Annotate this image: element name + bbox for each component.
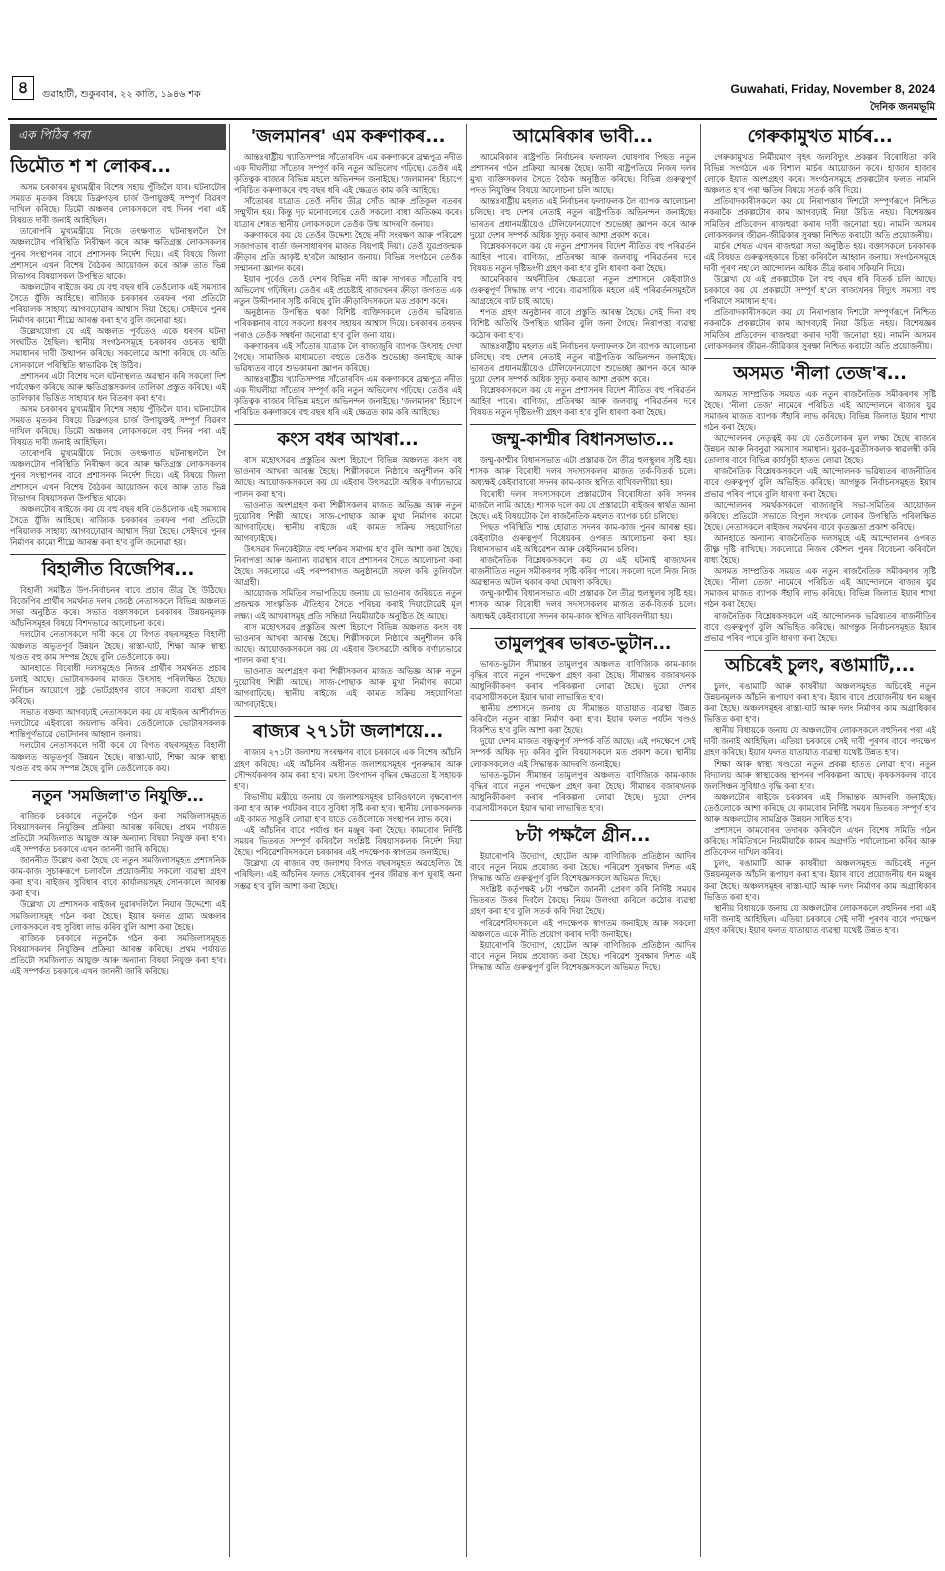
- paragraph: জম্মু-কাশ্মীৰ বিধানসভাত এটা প্ৰস্তাৱক লৈ তীব্ৰ হুলস্থূলৰ সৃষ্টি হয়। শাসক আৰু বিৰোধী দলৰ সদস্যসকলৰ মাজত তৰ্ক-বিতৰ্ক চলে। অধ্যক্ষই কেইবাবাৰো সদনৰ কাম-কাজ স্থগিত ৰাখিবলগীয়া হয়।: [470, 588, 696, 621]
- dateline-english: Guwahati, Friday, November 8, 2024: [730, 82, 935, 96]
- article-body: [704, 152, 936, 352]
- paragraph: ভাওনাত অংশগ্ৰহণ কৰা শিল্পীসকলৰ মাজত অভিজ্ঞ আৰু নতুন দুয়োবিধ শিল্পী আছে। সাজ-পোছাক আৰু মুখা নিৰ্মাণৰ কামো আগবাঢ়িছে। স্থানীয় ৰাইজে এই কামত সক্ৰিয় সহযোগিতা আগবঢ়াইছে।: [234, 499, 462, 543]
- paragraph: অসম চৰকাৰৰ মুখ্যমন্ত্ৰীৰ বিশেষ সহায় পুঁজিলৈ যাব। ঘটনাটোৰ সময়ত মৃতকৰ বিষয়ে ডিব্ৰুগড়ৰ চাৰ্জ উপায়ুক্তই সম্পূৰ্ণ বিৱৰণ দাখিল কৰিছে। ডিমৌ অঞ্চলৰ লোকসকলে বহু দিনৰ পৰা এই বিষয়ত দাবী জনাই আহিছিল।: [10, 403, 226, 448]
- paragraph: সংশ্লিষ্ট কৰ্তৃপক্ষই ৮টা পক্ষলৈ জাননী প্ৰেৰণ কৰি নিৰ্দিষ্ট সময়ৰ ভিতৰত উত্তৰ দিবলৈ কৈছে। নিয়ম উলংঘা কৰিলে কঠোৰ ব্যৱস্থা গ্ৰহণ কৰা হ'ব বুলি সতৰ্ক কৰি দিয়া হৈছে।: [470, 884, 696, 917]
- paragraph: স্থানীয় প্ৰশাসনে জনায় যে সীমান্তত যাতায়াত ব্যৱস্থা উন্নত কৰিবলৈ নতুন ৰাস্তা নিৰ্মাণ কৰা হ'ব। ইয়াৰ ফলত পৰ্যটন খণ্ডও বিকশিত হ'ব বুলি আশা কৰা হৈছে।: [470, 703, 696, 736]
- paragraph: বিশ্লেষকসকলে কয় যে নতুন প্ৰশাসনৰ বিদেশ নীতিত বহু পৰিৱৰ্তন আহিব পাৰে। বাণিজ্য, প্ৰতিৰক্ষা আৰু জলবায়ু পৰিৱৰ্তনৰ দৰে বিষয়ত নতুন দৃষ্টিভংগী গ্ৰহণ কৰা হ'ব বুলি ধাৰণা কৰা হৈছে।: [470, 240, 696, 273]
- story-divider: [10, 780, 226, 781]
- paragraph: মাৰ্চৰ শেষত এখন ৰাজহুৱা সভা অনুষ্ঠিত হয়। বক্তাসকলে চৰকাৰক এই বিষয়ত গুৰুত্বসহকাৰে চিন্তা কৰিবলৈ আহ্বান জনায়। সংগঠনসমূহে দাবী পূৰণ নহ'লে আন্দোলন অধিক তীব্ৰ কৰাৰ সকিয়নি দিয়ে।: [704, 240, 936, 273]
- story-divider: [470, 628, 696, 629]
- article-body: [470, 659, 696, 814]
- paragraph: পৰিৱেশবিদসকলে এই পদক্ষেপক স্বাগতম জনাইছে আৰু সকলো অঞ্চলতে একে নীতি প্ৰয়োগ কৰাৰ দাবী জনাইছে।: [470, 917, 696, 939]
- paragraph: ৰাজনৈতিক বিশ্লেষকসকলে এই আন্দোলনক ভৱিষ্যতৰ ৰাজনীতিৰ বাবে গুৰুত্বপূৰ্ণ বুলি অভিহিত কৰিছে। আগন্তুক নিৰ্বাচনসমূহত ইয়াৰ প্ৰভাৱ পৰিব পাৰে বুলি ধাৰণা কৰা হৈছে।: [704, 466, 936, 499]
- article-body: [10, 811, 226, 977]
- paragraph: প্ৰতিবাদকাৰীসকলে কয় যে নিৰাপত্তাৰ দিশটো সম্পূৰ্ণৰূপে নিশ্চিত নকৰাকৈ প্ৰকল্পটোৰ কাম আগবঢ়াই নিয়া উচিত নহয়। বিশেষজ্ঞৰ সমিতিৰ প্ৰতিবেদন ৰাজহুৱা কৰাৰ দাবী জনোৱা হয়। নামনি অসমৰ লোকসকলৰ জীৱন-জীৱিকাৰ সুৰক্ষা নিশ্চিত কৰাটো অতি প্ৰয়োজনীয়।: [704, 307, 936, 351]
- paragraph: ৰাজ্যৰ ২৭১টা জলাশয় সংৰক্ষণৰ বাবে চৰকাৰে এক বিশেষ আঁচনি গ্ৰহণ কৰিছে। এই আঁচনিৰ অধীনত জলাশয়সমূহৰ পুনৰুদ্ধাৰ আৰু সৌন্দৰ্যকৰণৰ কাম কৰা হ'ব। মৎস্য উৎপাদন বৃদ্ধিৰ ক্ষেত্ৰতো ই সহায়ক হ'ব।: [234, 747, 462, 791]
- paragraph: উল্লেখ্য যে এই প্ৰকল্পটোক লৈ বহু বছৰ ধৰি বিতৰ্ক চলি আছে। চৰকাৰে কয় যে প্ৰকল্পটো সম্পূৰ্ণ হ'লে ৰাজ্যখনৰ বিদ্যুৎ সমস্যা বহু পৰিমাণে সমাধান হ'ব।: [704, 274, 936, 307]
- headline: আমেৰিকাৰ ভাবী...: [513, 126, 653, 147]
- paragraph: জম্মু-কাশ্মীৰ বিধানসভাত এটা প্ৰস্তাৱক লৈ তীব্ৰ হুলস্থূলৰ সৃষ্টি হয়। শাসক আৰু বিৰোধী দলৰ সদস্যসকলৰ মাজত তৰ্ক-বিতৰ্ক চলে। অধ্যক্ষই কেইবাবাৰো সদনৰ কাম-কাজ স্থগিত ৰাখিবলগীয়া হয়।: [470, 455, 696, 488]
- paragraph: কৰুণাকৰৰ এই সাঁতোৰ যাত্ৰাক লৈ ৰাজ্যজুৰি ব্যাপক উৎসাহ দেখা গৈছে। সামাজিক মাধ্যমতো বহুতে তেওঁক শুভেচ্ছা জনাইছে আৰু ভৱিষ্যতৰ বাবে শুভকামনা জ্ঞাপন কৰিছে।: [234, 340, 462, 373]
- article-body: [10, 182, 226, 548]
- paragraph: গেৰুকামুখত নিৰ্মীয়মাণ বৃহৎ জলবিদ্যুৎ প্ৰকল্পৰ বিৰোধিতা কৰি বিভিন্ন সংগঠনে এক বিশাল মাৰ্চৰ আয়োজন কৰে। হাজাৰ হাজাৰ লোকে ইয়াত অংশগ্ৰহণ কৰে। সংগঠনসমূহে প্ৰকল্পটোৰ ফলত নামনি অঞ্চলত হ'ব পৰা ক্ষতিৰ বিষয়ে সতৰ্ক কৰি দিয়ে।: [704, 152, 936, 196]
- paragraph: বিভাগীয় মন্ত্ৰীয়ে জনায় যে জলাশয়সমূহৰ চাৰিওফালে বৃক্ষৰোপণ কৰা হ'ব আৰু পৰ্যটকৰ বাবে সুবিধা সৃষ্টি কৰা হ'ব। স্থানীয় লোকসকলক এই কামত সাঙুৰি লোৱা হ'ব যাতে তেওঁলোকে সংস্থাপন লাভ কৰে।: [234, 791, 462, 824]
- paragraph: অসমত সাম্প্ৰতিক সময়ত এক নতুন ৰাজনৈতিক সমীকৰণৰ সৃষ্টি হৈছে। 'নীলা তেজ' নামেৰে পৰিচিত এই আন্দোলনে ৰাজ্যৰ যুৱ সমাজৰ মাজত ব্যাপক সঁহাৰি লাভ কৰিছে। বিভিন্ন জিলাত ইয়াৰ শাখা গঠন কৰা হৈছে।: [704, 388, 936, 432]
- headline: অসমত 'নীলা তেজ'ৰ...: [733, 362, 907, 384]
- paragraph: প্ৰশাসনে কামবোৰৰ তদাৰক কৰিবলৈ এখন বিশেষ সমিতি গঠন কৰিছে। সমিতিখনে নিয়মীয়াকৈ কামৰ অগ্ৰগতি পৰ্যালোচনা কৰিব আৰু প্ৰতিবেদন দাখিল কৰিব।: [704, 825, 936, 858]
- paragraph: ৰাজনৈতিক বিশ্লেষকসকলে এই আন্দোলনক ভৱিষ্যতৰ ৰাজনীতিৰ বাবে গুৰুত্বপূৰ্ণ বুলি অভিহিত কৰিছে। আগন্তুক নিৰ্বাচনসমূহত ইয়াৰ প্ৰভাৱ পৰিব পাৰে বুলি ধাৰণা কৰা হৈছে।: [704, 610, 936, 643]
- story-kangsa: [234, 429, 462, 710]
- paragraph: দলটোৰ নেতাসকলে দাবী কৰে যে বিগত বছৰসমূহত বিহালী অঞ্চলত অভূতপূৰ্ব উন্নয়ন হৈছে। ৰাস্তা-ঘাট, শিক্ষা আৰু স্বাস্থ্য খণ্ডত বহু কাম সম্পন্ন হৈছে বুলি তেওঁলোকে কয়।: [10, 740, 226, 773]
- paragraph: বিহালী সমষ্টিত উপ-নিৰ্বাচনৰ বাবে প্ৰচাৰ তীব্ৰ হৈ উঠিছে। বিজেপিৰ প্ৰাৰ্থীৰ সমৰ্থনত দলৰ জ্যেষ্ঠ নেতাসকলে বিভিন্ন অঞ্চলত সভা অনুষ্ঠিত কৰে। সভাত বক্তাসকলে চৰকাৰৰ উন্নয়নমূলক আঁচনিসমূহৰ বিষয়ে বিশদভাৱে আলোচনা কৰে।: [10, 585, 226, 629]
- headline: অচিৰেই চুলং, ৰঙামাটি,...: [724, 654, 916, 676]
- headline: নতুন 'সমজিলা'ত নিযুক্তি...: [32, 786, 204, 805]
- article-body: [470, 455, 696, 621]
- paragraph: আনহাতে অন্যান্য ৰাজনৈতিক দলসমূহে এই আন্দোলনৰ ওপৰত তীক্ষ্ণ দৃষ্টি ৰাখিছে। সকলোৱে নিজৰ কৌশল পুনৰ বিবেচনা কৰিবলৈ বাধ্য হৈছে।: [704, 532, 936, 566]
- paragraph: ৰাস মহোৎসৱৰ প্ৰস্তুতিৰ অংশ হিচাপে বিভিন্ন অঞ্চলত কংস বধ ভাওনাৰ আখৰা আৰম্ভ হৈছে। শিল্পীসকলে নিষ্ঠাৰে অনুশীলন কৰি আছে। আয়োজকসকলে কয় যে এইবাৰ উৎসৱটো অধিক বৰ্ণাঢ্যভাৱে পালন কৰা হ'ব।: [234, 455, 462, 499]
- paragraph: চুলং, ৰঙামাটি আৰু কাষৰীয়া অঞ্চলসমূহত অচিৰেই নতুন উন্নয়নমূলক আঁচনি ৰূপায়ণ কৰা হ'ব। ইয়াৰ বাবে প্ৰয়োজনীয় ধন মঞ্জুৰ কৰা হৈছে। অঞ্চলসমূহৰ ৰাস্তা-ঘাট আৰু দলং নিৰ্মাণৰ কাম অগ্ৰাধিকাৰ ভিত্তিত কৰা হ'ব।: [704, 680, 936, 725]
- story-jammu-kashmir: [470, 429, 696, 621]
- story-chulong: [704, 655, 936, 936]
- article-body: [470, 152, 696, 418]
- headline: ৮টা পক্ষলৈ গ্ৰীন...: [515, 824, 651, 846]
- paper-name: দৈনিক জনমভূমি: [870, 102, 935, 113]
- paragraph: আন্তঃৰাষ্ট্ৰীয় খ্যাতিসম্পন্ন সাঁতোৰবিদ এম কৰুণাকৰে ব্ৰহ্মপুত্ৰ নদীত এক দীঘলীয়া সাঁতোৰ সম্পূৰ্ণ কৰি নতুন অভিলেখ গঢ়িছে। তেওঁৰ এই কৃতিত্বক ৰাজ্যৰ বিভিন্ন মহলে অভিনন্দন জনাইছে। 'জলমানৰ' হিচাপে পৰিচিত কৰুণাকৰে বহু বছৰ ধৰি এই ক্ষেত্ৰত কাম কৰি আহিছে।: [234, 152, 462, 196]
- paragraph: তাৰোপৰি মুখ্যমন্ত্ৰীয়ে নিজে তৎক্ষণাত ঘটনাস্থললৈ গৈ অঞ্চলটোৰ পৰিস্থিতি নিৰীক্ষণ কৰে আৰু ক্ষতিগ্ৰস্ত লোকসকলৰ পুনৰ সংস্থাপনৰ বাবে প্ৰশাসনক নিৰ্দেশ দিয়ে। এই বিষয়ে জিলা প্ৰশাসনে এখন বিশেষ বৈঠকৰ আয়োজন কৰে আৰু তাত ভিন্ন বিভাগৰ বিষয়াসকল উপস্থিত থাকে।: [10, 226, 226, 281]
- paragraph: চুলং, ৰঙামাটি আৰু কাষৰীয়া অঞ্চলসমূহত অচিৰেই নতুন উন্নয়নমূলক আঁচনি ৰূপায়ণ কৰা হ'ব। ইয়াৰ বাবে প্ৰয়োজনীয় ধন মঞ্জুৰ কৰা হৈছে। অঞ্চলসমূহৰ ৰাস্তা-ঘাট আৰু দলং নিৰ্মাণৰ কাম অগ্ৰাধিকাৰ ভিত্তিত কৰা হ'ব।: [704, 858, 936, 902]
- paragraph: আমেৰিকাৰ ৰাষ্ট্ৰপতি নিৰ্বাচনৰ ফলাফল ঘোষণাৰ পিছত নতুন প্ৰশাসনৰ গঠন প্ৰক্ৰিয়া আৰম্ভ হৈছে। ভাবী ৰাষ্ট্ৰপতিয়ে নিজৰ দলৰ মুখ্য ব্যক্তিসকলৰ সৈতে বৈঠক অনুষ্ঠিত কৰিছে। বিভিন্ন গুৰুত্বপূৰ্ণ পদত নিযুক্তিৰ বিষয়ে আলোচনা চলি আছে।: [470, 152, 696, 196]
- story-tamulpur: [470, 633, 696, 814]
- paragraph: অসম চৰকাৰৰ মুখ্যমন্ত্ৰীৰ বিশেষ সহায় পুঁজিলৈ যাব। ঘটনাটোৰ সময়ত মৃতকৰ বিষয়ে ডিব্ৰুগড়ৰ চাৰ্জ উপায়ুক্তই সম্পূৰ্ণ বিৱৰণ দাখিল কৰিছে। ডিমৌ অঞ্চলৰ লোকসকলে বহু দিনৰ পৰা এই বিষয়ত দাবী জনাই আহিছিল।: [10, 182, 226, 226]
- paragraph: দলটোৰ নেতাসকলে দাবী কৰে যে বিগত বছৰসমূহত বিহালী অঞ্চলত অভূতপূৰ্ব উন্নয়ন হৈছে। ৰাস্তা-ঘাট, শিক্ষা আৰু স্বাস্থ্য খণ্ডত বহু কাম সম্পন্ন হৈছে বুলি তেওঁলোকে কয়।: [10, 629, 226, 662]
- headline: কংস বধৰ আখৰা...: [277, 429, 419, 451]
- article-body: [704, 681, 936, 936]
- paragraph: আমেৰিকাৰ অৰ্থনীতিৰ ক্ষেত্ৰতো নতুন প্ৰশাসনে কেইবাটাও গুৰুত্বপূৰ্ণ সিদ্ধান্ত ল'ব পাৰে। ব্যৱসায়িক মহলে এই পৰিৱৰ্তনসমূহলৈ আগ্ৰহেৰে বাট চাই আছে।: [470, 274, 696, 307]
- article-body: [234, 455, 462, 710]
- paragraph: শপত গ্ৰহণ অনুষ্ঠানৰ বাবে প্ৰস্তুতি আৰম্ভ হৈছে। সেই দিনা বহু বিশিষ্ট অতিথি উপস্থিত থাকিব বুলি জনা গৈছে। নিৰাপত্তা ব্যৱস্থা কঠোৰ কৰা হ'ব।: [470, 307, 696, 340]
- paragraph: ইয়াৰোপৰি উদ্যোগ, হোটেল আৰু বাণিজ্যিক প্ৰতিষ্ঠান আদিৰ বাবে নতুন নিয়ম প্ৰযোজ্য কৰা হৈছে। পৰিৱেশ সুৰক্ষাৰ দিশত এই সিদ্ধান্ত অতি গুৰুত্বপূৰ্ণ বুলি বিশেষজ্ঞসকলে অভিমত দিছে।: [470, 939, 696, 972]
- paragraph: ইয়াৰ পূৰ্বেও তেওঁ দেশৰ বিভিন্ন নদী আৰু সাগৰত সাঁতোৰি বহু অভিলেখ গঢ়িছিল। তেওঁৰ এই প্ৰচেষ্টাই ৰাজ্যখনৰ ক্ৰীড়া জগতত এক নতুন উদ্দীপনাৰ সৃষ্টি কৰিছে বুলি ক্ৰীড়াবিদসকলে মত প্ৰকাশ কৰে।: [234, 274, 462, 307]
- column-divider: [229, 124, 230, 1557]
- paragraph: ৰাজ্যিক চৰকাৰে নতুনকৈ গঠন কৰা সমজিলাসমূহত বিষয়াসকলৰ নিযুক্তিৰ প্ৰক্ৰিয়া আৰম্ভ কৰিছে। প্ৰথম পৰ্যায়ত প্ৰতিটো সমজিলাত আয়ুক্ত আৰু অন্যান্য বিষয়া নিযুক্ত কৰা হ'ব। এই সম্পৰ্কত চৰকাৰে এখন জাননী জাৰি কৰিছে।: [10, 810, 226, 854]
- story-dimow: [10, 156, 226, 548]
- paragraph: দুয়ো দেশৰ মাজত বন্ধুত্বপূৰ্ণ সম্পৰ্ক বৰ্তি আছে। এই পদক্ষেপে সেই সম্পৰ্ক অধিক দৃঢ় কৰিব বুলি বিষয়াসকলে মত প্ৰকাশ কৰে। স্থানীয় লোকসকলেও এই সিদ্ধান্তক আদৰণি জনাইছে।: [470, 736, 696, 769]
- headline: ৰাজ্যৰ ২৭১টা জলাশয়ে...: [253, 721, 443, 743]
- story-divider: [10, 554, 226, 555]
- paragraph: অনুষ্ঠানত উপস্থিত থকা বিশিষ্ট ব্যক্তিসকলে তেওঁৰ ভৱিষ্যত পৰিকল্পনাৰ বাবে সকলো ধৰণৰ সহায়ৰ আশ্বাস দিয়ে। চৰকাৰৰ তৰফৰ পৰাও তেওঁক সম্বৰ্ধনা জনোৱা হ'ব বুলি জনা যায়।: [234, 307, 462, 340]
- article-body: [234, 152, 462, 418]
- story-divider: [234, 716, 462, 717]
- headline: জম্মু-কাশ্মীৰ বিধানসভাত...: [492, 430, 674, 451]
- story-behali: [10, 559, 226, 774]
- paragraph: জাননীত উল্লেখ কৰা হৈছে যে নতুন সমজিলাসমূহত প্ৰশাসনিক কাম-কাজ সুচাৰুৰূপে চলাবলৈ প্ৰয়োজনীয় সকলো ব্যৱস্থা গ্ৰহণ কৰা হ'ব। ৰাইজৰ সুবিধাৰ বাবে কাৰ্যালয়সমূহ সোনকালে আৰম্ভ কৰা হ'ব।: [10, 855, 226, 899]
- story-samajila: [10, 785, 226, 977]
- story-jalmanab: [234, 126, 462, 418]
- story-green: [470, 825, 696, 973]
- article-body: [470, 851, 696, 973]
- headline: ডিমৌত শ শ লোকৰ...: [10, 156, 171, 177]
- column-2: [234, 124, 462, 1557]
- page-number: ৪: [12, 76, 34, 100]
- paragraph: সভাত বক্তব্য আগবঢ়াই নেতাসকলে কয় যে ৰাইজৰ আশীৰ্বাদত দলটোৱে এইবাৰো জয়লাভ কৰিব। তেওঁলোকে ভোটাৰসকলক শান্তিপূৰ্ণভাৱে ভোটদানৰ আহ্বান জনায়।: [10, 707, 226, 740]
- story-divider: [234, 424, 462, 425]
- top-rule: [8, 118, 937, 120]
- paragraph: ভাৰত-ভুটান সীমান্তৰ তামুলপুৰ অঞ্চলত বাণিজ্যিক কাম-কাজ বৃদ্ধিৰ বাবে নতুন পদক্ষেপ গ্ৰহণ কৰা হৈছে। সীমান্তৰ বজাৰখনক আধুনিকীকৰণ কৰাৰ পৰিকল্পনা লোৱা হৈছে। দুয়ো দেশৰ ব্যৱসায়ীসকলে ইয়াৰ দ্বাৰা লাভান্বিত হ'ব।: [470, 769, 696, 813]
- article-body: [10, 585, 226, 774]
- paragraph: ইয়াৰোপৰি উদ্যোগ, হোটেল আৰু বাণিজ্যিক প্ৰতিষ্ঠান আদিৰ বাবে নতুন নিয়ম প্ৰযোজ্য কৰা হৈছে। পৰিৱেশ সুৰক্ষাৰ দিশত এই সিদ্ধান্ত অতি গুৰুত্বপূৰ্ণ বুলি বিশেষজ্ঞসকলে অভিমত দিছে।: [470, 850, 696, 884]
- paragraph: কৰুণাকৰে কয় যে তেওঁৰ উদ্দেশ্য হৈছে নদী সংৰক্ষণ আৰু পৰিৱেশ সজাগতাৰ বাৰ্তা জনসাধাৰণৰ মাজত বিয়পাই দিয়া। তেওঁ যুৱপ্ৰজন্মক ক্ৰীড়াৰ প্ৰতি আকৃষ্ট হ'বলৈ আহ্বান জনায়। বিভিন্ন সংগঠনে তেওঁক সন্মাননা জ্ঞাপন কৰে।: [234, 229, 462, 273]
- article-body: [234, 747, 462, 891]
- story-divider: [704, 650, 936, 651]
- masthead: [8, 74, 937, 114]
- headline: 'জলমানৰ' এম কৰুণাকৰ...: [250, 126, 446, 147]
- paragraph: স্থানীয় বিধায়কে জনায় যে অঞ্চলটোৰ লোকসকলে বহুদিনৰ পৰা এই দাবী জনাই আহিছিল। এতিয়া চৰকাৰে সেই দাবী পূৰণৰ বাবে পদক্ষেপ গ্ৰহণ কৰিছে। ইয়াৰ ফলত যাতায়াত ব্যৱস্থা যথেষ্ট উন্নত হ'ব।: [704, 725, 936, 758]
- paragraph: তাৰোপৰি মুখ্যমন্ত্ৰীয়ে নিজে তৎক্ষণাত ঘটনাস্থললৈ গৈ অঞ্চলটোৰ পৰিস্থিতি নিৰীক্ষণ কৰে আৰু ক্ষতিগ্ৰস্ত লোকসকলৰ পুনৰ সংস্থাপনৰ বাবে প্ৰশাসনক নিৰ্দেশ দিয়ে। এই বিষয়ে জিলা প্ৰশাসনে এখন বিশেষ বৈঠকৰ আয়োজন কৰে আৰু তাত ভিন্ন বিভাগৰ বিষয়াসকল উপস্থিত থাকে।: [10, 448, 226, 503]
- paragraph: অঞ্চলটোৰ ৰাইজে কয় যে বহু বছৰ ধৰি তেওঁলোক এই সমস্যাৰ সৈতে যুঁজি আহিছে। ৰাজ্যিক চৰকাৰৰ তৰফৰ পৰা প্ৰতিটো পৰিয়ালক সাহায্য আগবঢ়োৱাৰ আশ্বাস দিয়া হৈছে। সেইদৰে পুনৰ নিৰ্মাণৰ কামো শীঘ্ৰে আৰম্ভ কৰা হ'ব বুলি জনোৱা হয়।: [10, 281, 226, 326]
- paragraph: অসমত সাম্প্ৰতিক সময়ত এক নতুন ৰাজনৈতিক সমীকৰণৰ সৃষ্টি হৈছে। 'নীলা তেজ' নামেৰে পৰিচিত এই আন্দোলনে ৰাজ্যৰ যুৱ সমাজৰ মাজত ব্যাপক সঁহাৰি লাভ কৰিছে। বিভিন্ন জিলাত ইয়াৰ শাখা গঠন কৰা হৈছে।: [704, 566, 936, 610]
- paragraph: আন্তঃৰাষ্ট্ৰীয় মহলত এই নিৰ্বাচনৰ ফলাফলক লৈ ব্যাপক আলোচনা চলিছে। বহু দেশৰ নেতাই নতুন ৰাষ্ট্ৰপতিক অভিনন্দন জনাইছে। ভাৰতৰ প্ৰধানমন্ত্ৰীয়েও টেলিফোনযোগে শুভেচ্ছা জ্ঞাপন কৰে আৰু দুয়ো দেশৰ সম্পৰ্ক অধিক সুদৃঢ় কৰাৰ আশা প্ৰকাশ কৰে।: [470, 196, 696, 240]
- paragraph: বিৰোধী দলৰ সদস্যসকলে প্ৰস্তাৱটোৰ বিৰোধিতা কৰি সদনৰ মাজলৈ নামি আহে। শাসক দলে কয় যে প্ৰস্তাৱটো ৰাইজৰ স্বাৰ্থত আনা হৈছে। এই বিষয়টোক লৈ ৰাজনৈতিক মহলত ব্যাপক চৰ্চা চলিছে।: [470, 488, 696, 521]
- paragraph: আনহাতে বিৰোধী দলসমূহেও নিজৰ প্ৰাৰ্থীৰ সমৰ্থনত প্ৰচাৰ চলাই আছে। ভোটাৰসকলৰ মাজত উৎসাহ পৰিলক্ষিত হৈছে। নিৰ্বাচন আয়োগে সুষ্ঠু ভোটগ্ৰহণৰ বাবে সকলো ব্যৱস্থা গ্ৰহণ কৰিছে।: [10, 662, 226, 707]
- headline: তামুলপুৰৰ ভাৰত-ভুটান...: [494, 633, 672, 654]
- column-4: [704, 124, 936, 1557]
- story-divider: [470, 424, 696, 425]
- paragraph: পিছত পৰিস্থিতি শান্ত হোৱাত সদনৰ কাম-কাজ পুনৰ আৰম্ভ হয়। কেইবাটাও গুৰুত্বপূৰ্ণ বিধেয়কৰ ওপৰত আলোচনা কৰা হয়। বিধানসভাৰ এই অধিৱেশন আৰু কেইদিনমান চলিব।: [470, 521, 696, 554]
- paragraph: আন্তঃৰাষ্ট্ৰীয় খ্যাতিসম্পন্ন সাঁতোৰবিদ এম কৰুণাকৰে ব্ৰহ্মপুত্ৰ নদীত এক দীঘলীয়া সাঁতোৰ সম্পূৰ্ণ কৰি নতুন অভিলেখ গঢ়িছে। তেওঁৰ এই কৃতিত্বক ৰাজ্যৰ বিভিন্ন মহলে অভিনন্দন জনাইছে। 'জলমানৰ' হিচাপে পৰিচিত কৰুণাকৰে বহু বছৰ ধৰি এই ক্ষেত্ৰত কাম কৰি আহিছে।: [234, 373, 462, 418]
- paragraph: উল্লেখ্য যে প্ৰশাসনক ৰাইজৰ দুৱাৰদলিলৈ নিয়াৰ উদ্দেশ্যে এই সমজিলাসমূহ গঠন কৰা হৈছে। ইয়াৰ ফলত গ্ৰাম্য অঞ্চলৰ লোকসকলে বহু সুবিধা লাভ কৰিব বুলি আশা কৰা হৈছে।: [10, 899, 226, 932]
- paragraph: উৎসৱৰ দিনকেইটাত বহু দৰ্শকৰ সমাগম হ'ব বুলি আশা কৰা হৈছে। নিৰাপত্তা আৰু অন্যান্য ব্যৱস্থাৰ বাবে প্ৰশাসনৰ সৈতে আলোচনা কৰা হৈছে। সকলোৱে এই পৰম্পৰাগত অনুষ্ঠানটো সফল কৰি তুলিবলৈ আগ্ৰহী।: [234, 544, 462, 588]
- column-divider: [700, 124, 701, 1557]
- paragraph: ভাওনাত অংশগ্ৰহণ কৰা শিল্পীসকলৰ মাজত অভিজ্ঞ আৰু নতুন দুয়োবিধ শিল্পী আছে। সাজ-পোছাক আৰু মুখা নিৰ্মাণৰ কামো আগবাঢ়িছে। স্থানীয় ৰাইজে এই কামত সক্ৰিয় সহযোগিতা আগবঢ়াইছে।: [234, 666, 462, 710]
- paragraph: আন্তঃৰাষ্ট্ৰীয় মহলত এই নিৰ্বাচনৰ ফলাফলক লৈ ব্যাপক আলোচনা চলিছে। বহু দেশৰ নেতাই নতুন ৰাষ্ট্ৰপতিক অভিনন্দন জনাইছে। ভাৰতৰ প্ৰধানমন্ত্ৰীয়েও টেলিফোনযোগে শুভেচ্ছা জ্ঞাপন কৰে আৰু দুয়ো দেশৰ সম্পৰ্ক অধিক সুদৃঢ় কৰাৰ আশা প্ৰকাশ কৰে।: [470, 340, 696, 384]
- paragraph: ৰাস মহোৎসৱৰ প্ৰস্তুতিৰ অংশ হিচাপে বিভিন্ন অঞ্চলত কংস বধ ভাওনাৰ আখৰা আৰম্ভ হৈছে। শিল্পীসকলে নিষ্ঠাৰে অনুশীলন কৰি আছে। আয়োজকসকলে কয় যে এইবাৰ উৎসৱটো অধিক বৰ্ণাঢ্যভাৱে পালন কৰা হ'ব।: [234, 621, 462, 665]
- article-body: [704, 389, 936, 644]
- paragraph: সাঁতোৰৰ যাত্ৰাত তেওঁ নদীৰ তীব্ৰ সোঁত আৰু প্ৰতিকূল বতৰৰ সন্মুখীন হয়। কিন্তু দৃঢ় মনোবলেৰে তেওঁ সকলো বাধা অতিক্ৰম কৰে। যাত্ৰাৰ শেষত স্থানীয় লোকসকলে তেওঁক উষ্ম আদৰণি জনায়।: [234, 196, 462, 229]
- story-divider: [470, 820, 696, 821]
- paragraph: আন্দোলনৰ সমৰ্থকসকলে ৰাজ্যজুৰি সভা-সমিতিৰ আয়োজন কৰিছে। প্ৰতিটো সভাতে বিপুল সংখ্যক লোকৰ উপস্থিতি পৰিলক্ষিত হৈছে। নেতাসকলে ৰাইজৰ সমৰ্থনৰ বাবে কৃতজ্ঞতা প্ৰকাশ কৰিছে।: [704, 499, 936, 532]
- paragraph: আয়োজক সমিতিৰ সভাপতিয়ে জনায় যে ভাওনাৰ জৰিয়তে নতুন প্ৰজন্মক সাংস্কৃতিক ঐতিহ্যৰ সৈতে পৰিচয় কৰাই দিয়াটোৱেই মূল লক্ষ্য। এই আখৰাসমূহ প্ৰতি সন্ধিয়া নিয়মীয়াকৈ অনুষ্ঠিত হৈ আছে।: [234, 588, 462, 621]
- paragraph: উল্লেখ্য যে ৰাজ্যৰ বহু জলাশয় বিগত বছৰসমূহত অৱহেলিত হৈ পৰিছিল। এই আঁচনিৰ ফলত সেইবোৰৰ পুনৰ জীৱন্ত ৰূপ ঘূৰাই অনা সম্ভৱ হ'ব বুলি আশা কৰা হৈছে।: [234, 858, 462, 891]
- paragraph: স্থানীয় বিধায়কে জনায় যে অঞ্চলটোৰ লোকসকলে বহুদিনৰ পৰা এই দাবী জনাই আহিছিল। এতিয়া চৰকাৰে সেই দাবী পূৰণৰ বাবে পদক্ষেপ গ্ৰহণ কৰিছে। ইয়াৰ ফলত যাতায়াত ব্যৱস্থা যথেষ্ট উন্নত হ'ব।: [704, 902, 936, 935]
- paragraph: অঞ্চলটোৰ ৰাইজে কয় যে বহু বছৰ ধৰি তেওঁলোক এই সমস্যাৰ সৈতে যুঁজি আহিছে। ৰাজ্যিক চৰকাৰৰ তৰফৰ পৰা প্ৰতিটো পৰিয়ালক সাহায্য আগবঢ়োৱাৰ আশ্বাস দিয়া হৈছে। সেইদৰে পুনৰ নিৰ্মাণৰ কামো শীঘ্ৰে আৰম্ভ কৰা হ'ব বুলি জনোৱা হয়।: [10, 503, 226, 547]
- paragraph: ভাৰত-ভুটান সীমান্তৰ তামুলপুৰ অঞ্চলত বাণিজ্যিক কাম-কাজ বৃদ্ধিৰ বাবে নতুন পদক্ষেপ গ্ৰহণ কৰা হৈছে। সীমান্তৰ বজাৰখনক আধুনিকীকৰণ কৰাৰ পৰিকল্পনা লোৱা হৈছে। দুয়ো দেশৰ ব্যৱসায়ীসকলে ইয়াৰ দ্বাৰা লাভান্বিত হ'ব।: [470, 658, 696, 702]
- paragraph: শিক্ষা আৰু স্বাস্থ্য খণ্ডতো নতুন প্ৰকল্প হাতত লোৱা হ'ব। নতুন বিদ্যালয় আৰু স্বাস্থ্যকেন্দ্ৰ স্থাপনৰ পৰিকল্পনা আছে। কৃষকসকলৰ বাবে জলসিঞ্চন সুবিধাও বৃদ্ধি কৰা হ'ব।: [704, 758, 936, 791]
- paragraph: এই আঁচনিৰ বাবে পৰ্যাপ্ত ধন মঞ্জুৰ কৰা হৈছে। কামবোৰ নিৰ্দিষ্ট সময়ৰ ভিতৰত সম্পূৰ্ণ কৰিবলৈ সংশ্লিষ্ট বিষয়াসকলক নিৰ্দেশ দিয়া হৈছে। পৰিৱেশবিদসকলে চৰকাৰৰ এই পদক্ষেপক স্বাগতম জনাইছে।: [234, 825, 462, 858]
- paragraph: বিশ্লেষকসকলে কয় যে নতুন প্ৰশাসনৰ বিদেশ নীতিত বহু পৰিৱৰ্তন আহিব পাৰে। বাণিজ্য, প্ৰতিৰক্ষা আৰু জলবায়ু পৰিৱৰ্তনৰ দৰে বিষয়ত নতুন দৃষ্টিভংগী গ্ৰহণ কৰা হ'ব বুলি ধাৰণা কৰা হৈছে।: [470, 384, 696, 418]
- story-jalashay: [234, 721, 462, 891]
- paragraph: উল্লেখযোগ্য যে এই অঞ্চলত পূৰ্বতেও একে ধৰণৰ ঘটনা সংঘটিত হৈছিল। স্থানীয় সংগঠনসমূহে চৰকাৰৰ ওচৰত স্থায়ী সমাধানৰ দাবী উত্থাপন কৰিছে। সকলোৱে আশা কৰিছে যে অতি সোনকালে পৰিস্থিতি স্বাভাৱিক হৈ উঠিব।: [10, 326, 226, 370]
- column-3: [470, 124, 696, 1557]
- story-gerukamukh: [704, 126, 936, 352]
- story-nila-tej: [704, 363, 936, 644]
- story-divider: [704, 358, 936, 359]
- paragraph: অঞ্চলটোৰ ৰাইজে চৰকাৰৰ এই সিদ্ধান্তক আদৰণি জনাইছে। তেওঁলোকে আশা কৰিছে যে কামবোৰ নিৰ্দিষ্ট সময়ৰ ভিতৰত সম্পূৰ্ণ হ'ব আৰু অঞ্চলটোৰ সামগ্ৰিক উন্নয়ন সাধিত হ'ব।: [704, 791, 936, 824]
- dateline-assamese: গুৱাহাটী, শুকুৰবাৰ, ২২ কাতি, ১৯৪৬ শক: [42, 89, 201, 100]
- column-1: [10, 124, 226, 1557]
- story-america: [470, 126, 696, 418]
- headline: বিহালীত বিজেপিৰ...: [41, 559, 195, 581]
- section-tag: এক পিঠিৰ পৰা: [10, 124, 226, 150]
- paragraph: প্ৰতিবাদকাৰীসকলে কয় যে নিৰাপত্তাৰ দিশটো সম্পূৰ্ণৰূপে নিশ্চিত নকৰাকৈ প্ৰকল্পটোৰ কাম আগবঢ়াই নিয়া উচিত নহয়। বিশেষজ্ঞৰ সমিতিৰ প্ৰতিবেদন ৰাজহুৱা কৰাৰ দাবী জনোৱা হয়। নামনি অসমৰ লোকসকলৰ জীৱন-জীৱিকাৰ সুৰক্ষা নিশ্চিত কৰাটো অতি প্ৰয়োজনীয়।: [704, 196, 936, 240]
- column-divider: [466, 124, 467, 1557]
- paragraph: প্ৰশাসনৰ এটা বিশেষ দলে ঘটনাস্থলত অৱস্থান কৰি সকলো দিশ পৰ্যবেক্ষণ কৰিছে আৰু ক্ষতিগ্ৰস্তসকলৰ তালিকা প্ৰস্তুত কৰিছে। এই তালিকাৰ ভিত্তিত সাহায্যৰ ধন বিতৰণ কৰা হ'ব।: [10, 370, 226, 403]
- headline: গেৰুকামুখত মাৰ্চৰ...: [747, 126, 893, 147]
- paragraph: ৰাজনৈতিক বিশ্লেষকসকলে কয় যে এই ঘটনাই ৰাজ্যখনৰ ৰাজনীতিত নতুন সমীকৰণৰ সৃষ্টি কৰিব পাৰে। সকলো দলে নিজ নিজ অৱস্থানত অটল থকাৰ কথা ঘোষণা কৰিছে।: [470, 555, 696, 588]
- paragraph: ৰাজ্যিক চৰকাৰে নতুনকৈ গঠন কৰা সমজিলাসমূহত বিষয়াসকলৰ নিযুক্তিৰ প্ৰক্ৰিয়া আৰম্ভ কৰিছে। প্ৰথম পৰ্যায়ত প্ৰতিটো সমজিলাত আয়ুক্ত আৰু অন্যান্য বিষয়া নিযুক্ত কৰা হ'ব। এই সম্পৰ্কত চৰকাৰে এখন জাননী জাৰি কৰিছে।: [10, 932, 226, 976]
- paragraph: আন্দোলনৰ নেতৃত্বই কয় যে তেওঁলোকৰ মূল লক্ষ্য হৈছে ৰাজ্যৰ উন্নয়ন আৰু নিবনুৱা সমস্যাৰ সমাধান। যুৱক-যুৱতীসকলক স্বাৱলম্বী কৰি তোলাৰ বাবে বিভিন্ন কাৰ্যসূচী হাতত লোৱা হৈছে।: [704, 433, 936, 466]
